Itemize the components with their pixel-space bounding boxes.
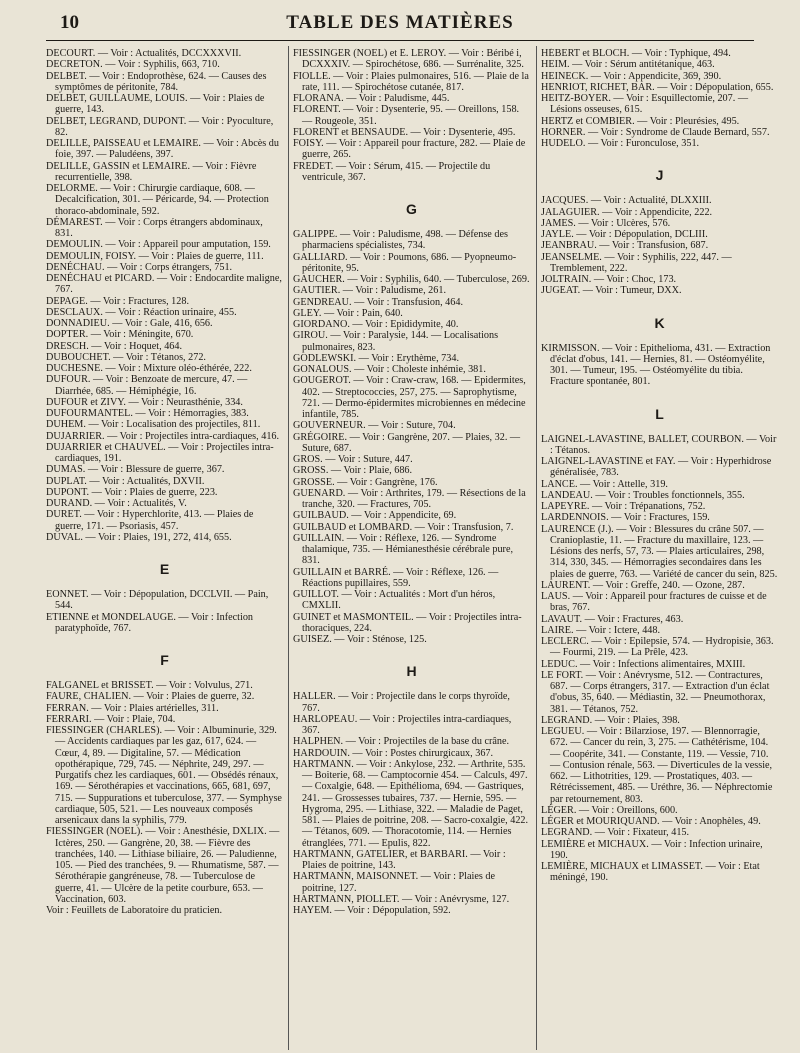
section-letter-heading: K <box>654 314 665 331</box>
header-rule <box>46 40 754 41</box>
index-entry: JEANSELME. — Voir : Syphilis, 222, 447. — Tremblement, 222. <box>541 251 732 274</box>
index-entry: GAUCHER. — Voir : Syphilis, 640. — Tuberculose, 269. <box>293 274 530 285</box>
index-entry: HALPHEN. — Voir : Projectiles de la base du crâne. <box>293 736 510 748</box>
index-entry: HERTZ et COMBIER. — Voir : Pleurésies, 495. <box>541 115 740 127</box>
index-entry: GENDREAU. — Voir : Transfusion, 464. <box>293 296 463 308</box>
index-entry: HARLOPEAU. — Voir : Projectiles intra-cardiaques, 367. <box>293 713 512 736</box>
index-entry: LAURENT. — Voir : Greffe, 240. — Ozone, 287. <box>541 579 745 591</box>
index-entry: DUJARRIER. — Voir : Projectiles intra-cardiaques, 416. <box>46 430 280 442</box>
index-entry: JACQUES. — Voir : Actualité, DLXXIII. <box>541 195 712 207</box>
index-column-3 <box>541 48 778 1048</box>
index-entry: HEINECK. — Voir : Appendicite, 369, 390. <box>541 70 722 82</box>
index-entry: JAMES. — Voir : Ulcères, 576. <box>541 217 671 229</box>
index-entry: GOUGEROT. — Voir : Craw-craw, 168. — Epidermites, 402. — Streptococcies, 257, 275. — Saprophytisme, 721. — Dermo-épidermites microbiennes en médecine infantile, 785. <box>293 375 526 420</box>
index-column-1 <box>46 48 283 1048</box>
index-entry: GAUTIER. — Voir : Paludisme, 261. <box>293 285 446 297</box>
index-entry: DELORME. — Voir : Chirurgie cardiaque, 608. — Decalcification, 301. — Péricarde, 94. — Protection thoraco-abdominale, 592. <box>46 183 269 217</box>
index-entry: DURET. — Voir : Hyperchlorite, 413. — Plaies de guerre, 171. — Psoriasis, 457. <box>46 509 254 532</box>
index-entry: GIROU. — Voir : Paralysie, 144. — Localisations pulmonaires, 823. <box>293 330 499 353</box>
index-entry: GUILBAUD. — Voir : Appendicite, 69. <box>293 510 457 522</box>
index-entry: FLORENT. — Voir : Dysenterie, 95. — Oreillons, 158. — Rougeole, 351. <box>293 104 520 127</box>
index-entry: LAURENCE (J.). — Voir : Blessures du crâne 507. — Cranioplastie, 11. — Fracture du maxillaire, 123. — Lésions des nerfs, 57, 73. — Plaies articulaires, 298, 314, 330, 345. — Hémorragies secondaires dans les plaies de guerre, 763. — Variété de cancer du sein, 825. <box>541 523 778 580</box>
column-divider <box>288 46 289 1050</box>
index-entry: LEGRAND. — Voir : Plaies, 398. <box>541 714 680 726</box>
index-entry: FALGANEL et BRISSET. — Voir : Volvulus, 271. <box>46 680 253 691</box>
index-entry: DUFOUR et ZIVY. — Voir : Neurasthénie, 334. <box>46 396 243 408</box>
index-entry: DENÉCHAU. — Voir : Corps étrangers, 751. <box>46 261 233 273</box>
index-entry: GONALOUS. — Voir : Choleste inhémie, 381. <box>293 364 486 375</box>
index-entry: DELBET. — Voir : Endoprothèse, 624. — Causes des symptômes de péritonite, 784. <box>46 70 267 93</box>
index-entry: JEANBRAU. — Voir : Transfusion, 687. <box>541 240 709 252</box>
index-entry: HUDELO. — Voir : Furonculose, 351. <box>541 138 700 149</box>
index-entry: LARDENNOIS. — Voir : Fractures, 159. <box>541 512 710 524</box>
index-entry: HARTMANN, MAISONNET. — Voir : Plaies de poitrine, 127. <box>293 871 496 894</box>
index-entry: LAIGNEL-LAVASTINE, BALLET, COURBON. — Voir : Tétanos. <box>541 433 777 456</box>
section-letter-heading: H <box>406 663 417 680</box>
index-entry: ETIENNE et MONDELAUGE. — Voir : Infection paratyphoïde, 767. <box>46 611 254 634</box>
index-entry: DELBET, LEGRAND, DUPONT. — Voir : Pyoculture, 82. <box>46 115 274 138</box>
index-entry: DOPTER. — Voir : Méningite, 670. <box>46 329 194 341</box>
index-entry: HÉBERT et BLOCH. — Voir : Typhique, 494. <box>541 48 731 59</box>
section-letter-heading: E <box>159 561 170 577</box>
index-entry: DUFOURMANTEL. — Voir : Hémorragies, 383. <box>46 408 249 419</box>
index-entry: EONNET. — Voir : Dépopulation, DCCLVII. — Pain, 544. <box>46 589 269 612</box>
index-entry: FIOLLE. — Voir : Plaies pulmonaires, 516. — Plaie de la rate, 111. — Spirochétose cutanée, 817. <box>293 70 529 93</box>
index-entry: GIORDANO. — Voir : Epididymite, 40. <box>293 319 459 330</box>
index-entry: LAPEYRE. — Voir : Trépanations, 752. <box>541 501 706 512</box>
index-entry: DELILLE, GASSIN et LEMAIRE. — Voir : Fièvre recurrentielle, 398. <box>46 160 257 183</box>
index-entry: GALIPPE. — Voir : Paludisme, 498. — Défense des pharmaciens spécialistes, 734. <box>293 229 508 252</box>
index-entry: FERRARI. — Voir : Plaie, 704. <box>46 713 176 725</box>
index-entry: DUJARRIER et CHAUVEL. — Voir : Projectiles intra-cardiaques, 191. <box>46 441 274 464</box>
index-entry: DECRETON. — Voir : Syphilis, 663, 710. <box>46 59 220 71</box>
index-entry: GROS. — Voir : Suture, 447. <box>293 454 413 465</box>
index-entry: LE FORT. — Voir : Anévrysme, 512. — Contractures, 687. — Corps étrangers, 317. — Extraction d'un éclat d'obus, 35, 640. — Médiastin, 32. — Pneumothorax, 381. — Tétanos, 752. <box>541 669 770 715</box>
index-entry: DEPAGE. — Voir : Fractures, 128. <box>46 295 190 307</box>
index-column-2 <box>293 48 530 1048</box>
index-entry: FERRAN. — Voir : Plaies artérielles, 311. <box>46 702 219 714</box>
index-entry: DUVAL. — Voir : Plaies, 191, 272, 414, 655. <box>46 531 232 543</box>
index-entry: DUHEM. — Voir : Localisation des projectiles, 811. <box>46 419 261 431</box>
index-entry: KIRMISSON. — Voir : Epithelioma, 431. — Extraction d'éclat d'obus, 141. — Hernies, 81. — Ostéomyélite, 301. — Tumeur, 195. — Ostéomyélite du tibia. Fracture spontanée, 801. <box>541 342 771 388</box>
index-entry: JAYLE. — Voir : Dépopulation, DCLIII. <box>541 229 708 240</box>
index-entry: GRÉGOIRE. — Voir : Gangrène, 207. — Plaies, 32. — Suture, 687. <box>293 431 521 454</box>
index-entry: DRESCH. — Voir : Hoquet, 464. <box>46 340 183 352</box>
index-entry: DUBOUCHET. — Voir : Tétanos, 272. <box>46 351 206 363</box>
index-entry: FIESSINGER (NOEL) et E. LEROY. — Voir : Béribé i, DCXXXIV. — Spirochétose, 686. — Surrénalite, 325. <box>293 48 524 71</box>
column-divider <box>536 46 537 1050</box>
index-entry: LAIGNEL-LAVASTINE et FAY. — Voir : Hyperhidrose généralisée, 783. <box>541 456 772 479</box>
index-entry: GROSSE. — Voir : Gangrène, 176. <box>293 476 438 488</box>
section-letter-heading: L <box>655 405 664 422</box>
index-entry: GUILLOT. — Voir : Actualités : Mort d'un héros, CMXLII. <box>293 589 496 612</box>
index-entry: DUFOUR. — Voir : Benzoate de mercure, 47. — Diarrhée, 685. — Hémiphégie, 16. <box>46 374 248 397</box>
index-entry: FOISY. — Voir : Appareil pour fracture, 282. — Plaie de guerre, 265. <box>293 138 526 161</box>
index-entry: HENRIOT, RICHET, BAR. — Voir : Dépopulation, 655. <box>541 81 774 93</box>
index-entry: DUCHESNE. — Voir : Mixture oléo-éthérée, 222. <box>46 363 252 374</box>
index-entry: FIESSINGER (CHARLES). — Voir : Albuminurie, 329. — Accidents cardiaques par les gaz, 617, 624. — Cœur, 4, 89. — Digitaline, 57. — Médication opothérapique, 729, 745. — Néphrite, 249, 297. — Purgatifs chez les cardiaques, 601. — Obsédés rénaux, 169. — Sérothérapies et vaccinations, 665, 681, 697, 715. — Suppurations et tuberculose, 377. — Symphyse cardiaque, 505, 521. — Les nouveaux composés arsenicaux dans la syphilis, 779. <box>46 725 282 826</box>
index-entry: DÉMAREST. — Voir : Corps étrangers abdominaux, 831. <box>46 216 263 239</box>
index-entry: LEGRAND. — Voir : Fixateur, 415. <box>541 827 690 839</box>
index-entry: FLORANA. — Voir : Paludisme, 445. <box>293 93 450 104</box>
index-entry: HARTMANN. — Voir : Ankylose, 232. — Arthrite, 535. — Boiterie, 68. — Camptocornie 454. — Calculs, 497. — Coxalgie, 648. — Epithélioma, 694. — Gastriques, 241. — Grossesses tubaires, 737. — Hernie, 595. — Hygroma, 295. — Lithiase, 322. — Maladie de Paget, 581. — Plaies de poitrine, 208. — Sacro-coxalgie, 422. — Tétanos, 609. — Thoracotomie, 114. — Hernies étranglées, 771. — Epulis, 822. <box>293 758 529 849</box>
index-entry: LEGUEU. — Voir : Bilarziose, 197. — Blennorragie, 672. — Cancer du rein, 3, 275. — Cathétérisme, 104. — Coopérite, 341. — Constante, 119. — Vessie, 710. — Contusion rénale, 563. — Diverticules de la vessie, 662. — Lithotrities, 129. — Prostatiques, 403. — Rétrécissement, 485. — Uréthre, 36. — Néphrectomie par retournement, 803. <box>541 726 773 805</box>
index-entry: GUILLAIN. — Voir : Réflexe, 126. — Syndrome thalamique, 735. — Hémianesthésie cérébrale pure, 831. <box>293 532 514 567</box>
index-entry: FLORENT et BENSAUDE. — Voir : Dysenterie, 495. <box>293 126 516 138</box>
index-entry: DENÉCHAU et PICARD. — Voir : Endocardite maligne, 767. <box>46 273 282 296</box>
index-entry: LÉGER et MOURIQUAND. — Voir : Anophèles, 49. <box>541 816 761 827</box>
index-entry: LEDUC. — Voir : Infections alimentaires, MXIII. <box>541 658 746 670</box>
page-header <box>0 0 800 44</box>
index-entry: LEMIÈRE et MICHAUX. — Voir : Infection urinaire, 190. <box>541 838 763 861</box>
index-entry: HALLER. — Voir : Projectile dans le corps thyroïde, 767. <box>293 691 510 714</box>
index-entry: HARTMANN, PIOLLET. — Voir : Anévrysme, 127. <box>293 893 510 905</box>
index-entry: HEIM. — Voir : Sérum antitétanique, 463. <box>541 59 715 71</box>
index-entry: LAUS. — Voir : Appareil pour fractures de cuisse et de bras, 767. <box>541 591 767 614</box>
section-letter-heading: J <box>655 167 664 184</box>
page-title: TABLE DES MATIÈRES <box>286 12 514 33</box>
index-entry: GUINET et MASMONTEIL. — Voir : Projectiles intra-thoraciques, 224. <box>293 611 522 634</box>
index-entry: DURAND. — Voir : Actualités, V. <box>46 498 187 509</box>
index-entry: GLEY. — Voir : Pain, 640. <box>293 307 403 319</box>
index-entry: Voir : Feuillets de Laboratoire du praticien. <box>46 905 223 916</box>
index-entry: GUILLAIN et BARRÉ. — Voir : Réflexe, 126. — Réactions pupillaires, 559. <box>293 566 499 589</box>
index-entry: DUPONT. — Voir : Plaies de guerre, 223. <box>46 486 218 498</box>
index-entry: JOLTRAIN. — Voir : Choc, 173. <box>541 274 677 285</box>
index-entry: GALLIARD. — Voir : Poumons, 686. — Pyopneumo-péritonite, 95. <box>293 251 517 274</box>
index-entry: DEMOULIN. — Voir : Appareil pour amputation, 159. <box>46 239 271 251</box>
index-entry: DUMAS. — Voir : Blessure de guerre, 367. <box>46 464 225 476</box>
index-entry: HARDOUIN. — Voir : Postes chirurgicaux, 367. <box>293 747 494 759</box>
index-entry: GUENARD. — Voir : Arthrites, 179. — Résections de la tranche, 320. — Fractures, 705. <box>293 487 526 510</box>
index-entry: LANDEAU. — Voir : Troubles fonctionnels, 355. <box>541 489 745 501</box>
index-entry: DESCLAUX. — Voir : Réaction urinaire, 455. <box>46 306 237 318</box>
index-entry: LANCE. — Voir : Attelle, 319. <box>541 478 668 490</box>
index-entry: GUISEZ. — Voir : Sténose, 125. <box>293 634 427 645</box>
index-entry: HAYEM. — Voir : Dépopulation, 592. <box>293 905 451 916</box>
index-entry: GOUVERNEUR. — Voir : Suture, 704. <box>293 420 456 432</box>
index-entry: DEMOULIN, FOISY. — Voir : Plaies de guerre, 111. <box>46 250 264 262</box>
index-entry: FREDET. — Voir : Sérum, 415. — Projectile du ventricule, 367. <box>293 160 491 183</box>
index-entry: DELILLE, PAISSEAU et LEMAIRE. — Voir : Abcès du foie, 397. — Paludéens, 397. <box>46 138 279 161</box>
index-entry: DECOURT. — Voir : Actualités, DCCXXXVII. <box>46 48 242 59</box>
index-entry: LAIRE. — Voir : Ictere, 448. <box>541 624 661 636</box>
index-entry: LECLERC. — Voir : Epilepsie, 574. — Hydropisie, 363. — Fourmi, 219. — La Prêle, 423. <box>541 636 774 659</box>
index-entry: FAURE, CHALIEN. — Voir : Plaies de guerre, 32. <box>46 691 255 703</box>
section-letter-heading: F <box>160 652 169 668</box>
index-entry: HORNER. — Voir : Syndrome de Claude Bernard, 557. <box>541 126 770 138</box>
index-entry: HEITZ-BOYER. — Voir : Esquillectomie, 207. — Lésions osseuses, 615. <box>541 93 749 116</box>
index-entry: GROSS. — Voir : Plaie, 686. <box>293 465 413 477</box>
index-entry: DUPLAT. — Voir : Actualités, DXVII. <box>46 475 205 487</box>
index-entry: JALAGUIER. — Voir : Appendicite, 222. <box>541 206 713 218</box>
index-entry: HARTMANN, GATELIER, et BARBARI. — Voir : Plaies de poitrine, 143. <box>293 848 506 871</box>
index-entry: GODLEWSKI. — Voir : Erythème, 734. <box>293 352 459 364</box>
index-entry: LEMIÈRE, MICHAUX et LIMASSET. — Voir : Etat méningé, 190. <box>541 861 760 884</box>
section-letter-heading: G <box>406 201 417 217</box>
index-entry: LAVAUT. — Voir : Fractures, 463. <box>541 613 684 625</box>
index-entry: LÉGER. — Voir : Oreillons, 600. <box>541 804 678 816</box>
index-entry: FIESSINGER (NOEL). — Voir : Anesthésie, DXLIX. — Ictères, 250. — Gangrène, 20, 38. — Fièvre des tranchées, 140. — Lithiase biliaire, 26. — Paludienne, 105. — Pied des tranchées, 9. — Rhumatisme, 587. — Sérothérapie gangréneuse, 78. — Tuberculose de guerre, 41. — Ulcère de la petite courbure, 653. — Vaccination, 603. <box>46 826 280 905</box>
page-number: 10 <box>60 12 79 33</box>
index-entry: DELBET, GUILLAUME, LOUIS. — Voir : Plaies de guerre, 143. <box>46 93 265 116</box>
index-entry: DONNADIEU. — Voir : Gale, 416, 656. <box>46 318 213 329</box>
index-entry: GUILBAUD et LOMBARD. — Voir : Transfusion, 7. <box>293 521 514 533</box>
index-entry: JUGEAT. — Voir : Tumeur, DXX. <box>541 285 682 297</box>
